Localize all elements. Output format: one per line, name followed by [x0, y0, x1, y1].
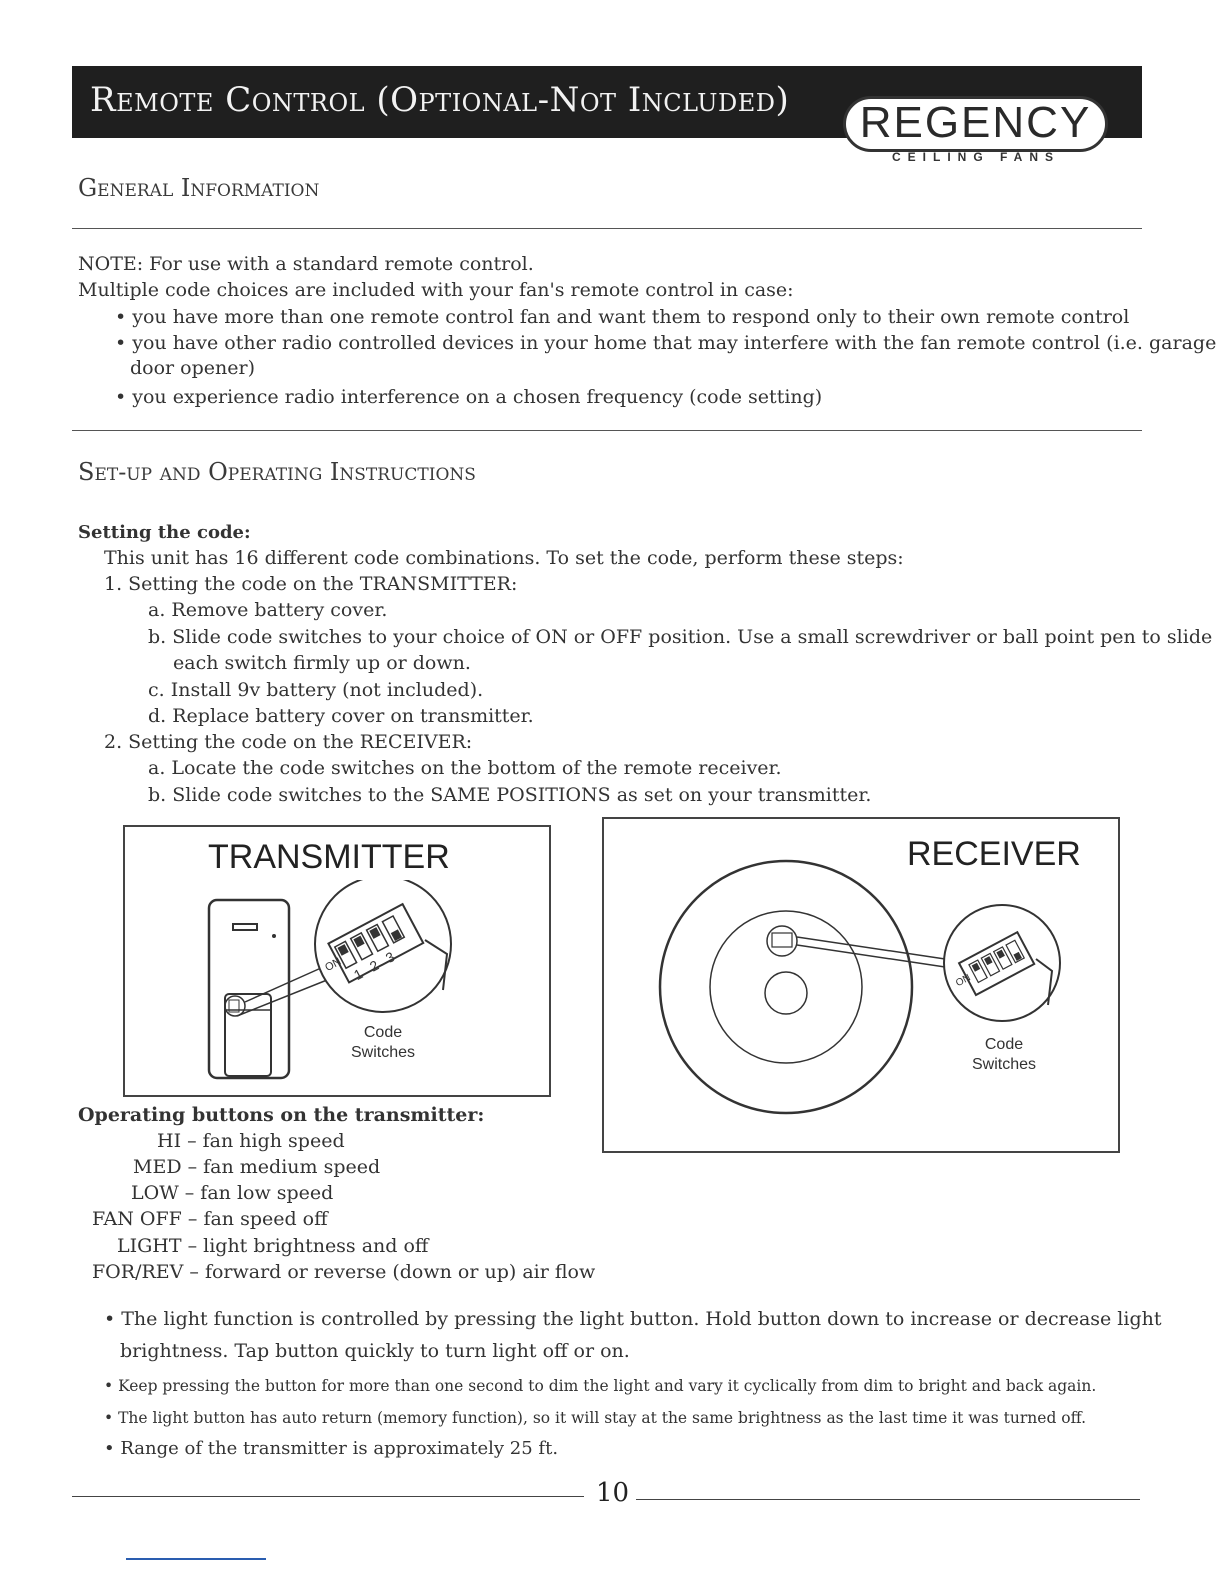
receiver-outer-icon: [660, 861, 912, 1113]
setting-code-label: Setting the code:: [78, 522, 251, 543]
page-title: Remote Control (Optional-Not Included): [90, 80, 790, 120]
instruction-line: c. Install 9v battery (not included).: [148, 679, 484, 701]
transmitter-illustration: [125, 880, 549, 1095]
section-divider: [72, 430, 1142, 431]
operating-item: HI – fan high speed: [157, 1130, 345, 1152]
bottom-accent-line: [126, 1558, 266, 1560]
intro-text: Multiple code choices are included with your fan's remote control in case:: [78, 279, 794, 301]
note-item: • Keep pressing the button for more than one second to dim the light and vary it cyclically from dim to bright and back again.: [104, 1377, 1097, 1395]
list-item: • you have more than one remote control fan and want them to respond only to their own remote control: [115, 306, 1130, 328]
instruction-line: b. Slide code switches to your choice of ON or OFF position. Use a small screwdriver or ball point pen to slide: [148, 626, 1213, 648]
switch-number: 1: [350, 965, 366, 984]
note-item: • The light button has auto return (memory function), so it will stay at the same brightness as the last time it was turned off.: [104, 1409, 1087, 1427]
code-switches-label-line2: Switches: [971, 1056, 1037, 1073]
brand-logo-text: REGENCY: [859, 98, 1092, 147]
operating-item: FAN OFF – fan speed off: [92, 1208, 328, 1230]
operating-item: FOR/REV – forward or reverse (down or up) air flow: [92, 1261, 596, 1283]
switch-number: 2: [366, 956, 382, 975]
instruction-line: a. Remove battery cover.: [148, 599, 388, 621]
operating-heading: Operating buttons on the transmitter:: [78, 1104, 485, 1126]
list-item: • you experience radio interference on a chosen frequency (code setting): [115, 386, 823, 408]
instruction-line: This unit has 16 different code combinations. To set the code, perform these steps:: [104, 547, 904, 569]
setup-heading: Set-up and Operating Instructions: [78, 458, 476, 486]
list-item-continued: door opener): [130, 357, 255, 379]
note-item: • Range of the transmitter is approximately 25 ft.: [104, 1438, 559, 1459]
page-number: 10: [596, 1478, 630, 1508]
switch-on-label: ON: [323, 955, 344, 974]
code-switches-label-line1: Code: [363, 1024, 403, 1041]
transmitter-title: TRANSMITTER: [208, 838, 450, 876]
receiver-illustration: [604, 855, 1118, 1151]
transmitter-body-icon: [209, 900, 289, 1078]
switch-on-label: ON: [954, 972, 973, 990]
footer-rule-right: [636, 1499, 1140, 1500]
note-item-continued: brightness. Tap button quickly to turn light off or on.: [120, 1340, 630, 1362]
note-text: NOTE: For use with a standard remote control.: [78, 253, 534, 275]
footer-rule-left: [72, 1496, 584, 1497]
instruction-line: 2. Setting the code on the RECEIVER:: [104, 731, 473, 753]
brand-logo-subtitle: CEILING FANS: [891, 150, 1060, 164]
list-item: • you have other radio controlled devices in your home that may interfere with the fan remote control (i.e. garage: [115, 332, 1217, 354]
receiver-title: RECEIVER: [907, 835, 1081, 873]
code-switches-label-line2: Switches: [350, 1044, 416, 1061]
note-item: • The light function is controlled by pressing the light button. Hold button down to increase or decrease light: [104, 1308, 1162, 1330]
switch-number: 3: [382, 948, 398, 967]
code-switches-label-line1: Code: [984, 1036, 1024, 1053]
instruction-line: d. Replace battery cover on transmitter.: [148, 705, 534, 727]
instruction-line: a. Locate the code switches on the bottom of the remote receiver.: [148, 757, 782, 779]
section-divider: [72, 228, 1142, 229]
instruction-line: b. Slide code switches to the SAME POSITIONS as set on your transmitter.: [148, 784, 872, 806]
instruction-line: 1. Setting the code on the TRANSMITTER:: [104, 573, 518, 595]
general-info-heading: General Information: [78, 174, 320, 202]
operating-item: MED – fan medium speed: [133, 1156, 381, 1178]
operating-item: LOW – fan low speed: [131, 1182, 334, 1204]
operating-item: LIGHT – light brightness and off: [117, 1235, 429, 1257]
instruction-line: each switch firmly up or down.: [173, 652, 471, 674]
